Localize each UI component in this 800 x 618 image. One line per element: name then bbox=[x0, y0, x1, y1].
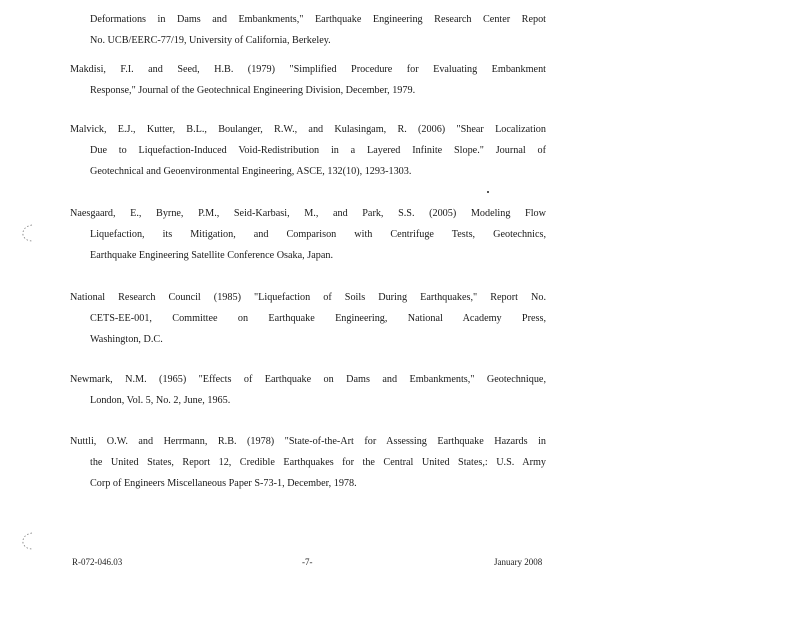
reference-line: Malvick, E.J., Kutter, B.L., Boulanger, R.W., and Kulasingam, R. (2006) "Shear Localization bbox=[70, 124, 546, 135]
reference-line: the United States, Report 12, Credible Earthquakes for the Central United States,: U.S. Army bbox=[90, 457, 546, 468]
reference-line: No. UCB/EERC-77/19, University of California, Berkeley. bbox=[90, 35, 331, 46]
reference-line: Newmark, N.M. (1965) "Effects of Earthquake on Dams and Embankments," Geotechnique, bbox=[70, 374, 546, 385]
reference-line: Liquefaction, its Mitigation, and Comparison with Centrifuge Tests, Geotechnics, bbox=[90, 229, 546, 240]
footer-date: January 2008 bbox=[494, 557, 543, 567]
reference-line: National Research Council (1985) "Liquefaction of Soils During Earthquakes," Report No. bbox=[70, 292, 546, 303]
reference-line: CETS-EE-001, Committee on Earthquake Engineering, National Academy Press, bbox=[90, 313, 546, 324]
reference-entry bbox=[70, 369, 546, 411]
reference-line: Earthquake Engineering Satellite Conference Osaka, Japan. bbox=[90, 250, 333, 261]
reference-line: Response," Journal of the Geotechnical Engineering Division, December, 1979. bbox=[90, 85, 416, 96]
reference-line: Due to Liquefaction-Induced Void-Redistribution in a Layered Infinite Slope." Journal of bbox=[90, 145, 546, 156]
reference-entry bbox=[70, 9, 546, 51]
reference-line: Nuttli, O.W. and Herrmann, R.B. (1978) "State-of-the-Art for Assessing Earthquake Hazards in bbox=[70, 436, 546, 447]
reference-line: Deformations in Dams and Embankments," Earthquake Engineering Research Center Repot bbox=[90, 14, 546, 25]
reference-line: Geotechnical and Geoenvironmental Engineering, ASCE, 132(10), 1293-1303. bbox=[90, 166, 412, 177]
reference-entry bbox=[70, 119, 546, 182]
reference-entry bbox=[70, 287, 546, 350]
reference-line: Makdisi, F.I. and Seed, H.B. (1979) "Simplified Procedure for Evaluating Embankment bbox=[70, 64, 546, 75]
punch-hole-mark bbox=[18, 222, 38, 244]
scan-speck bbox=[487, 191, 489, 193]
reference-line: Naesgaard, E., Byrne, P.M., Seid-Karbasi, M., and Park, S.S. (2005) Modeling Flow bbox=[70, 208, 546, 219]
punch-hole-mark bbox=[18, 530, 38, 552]
reference-line: Washington, D.C. bbox=[90, 334, 163, 345]
reference-entry bbox=[70, 59, 546, 101]
footer-doc-number: R-072-046.03 bbox=[72, 557, 123, 567]
footer-page-number: -7- bbox=[302, 557, 313, 567]
reference-line: London, Vol. 5, No. 2, June, 1965. bbox=[90, 395, 231, 406]
reference-entry bbox=[70, 203, 546, 266]
reference-entry bbox=[70, 431, 546, 494]
reference-line: Corp of Engineers Miscellaneous Paper S-73-1, December, 1978. bbox=[90, 478, 357, 489]
